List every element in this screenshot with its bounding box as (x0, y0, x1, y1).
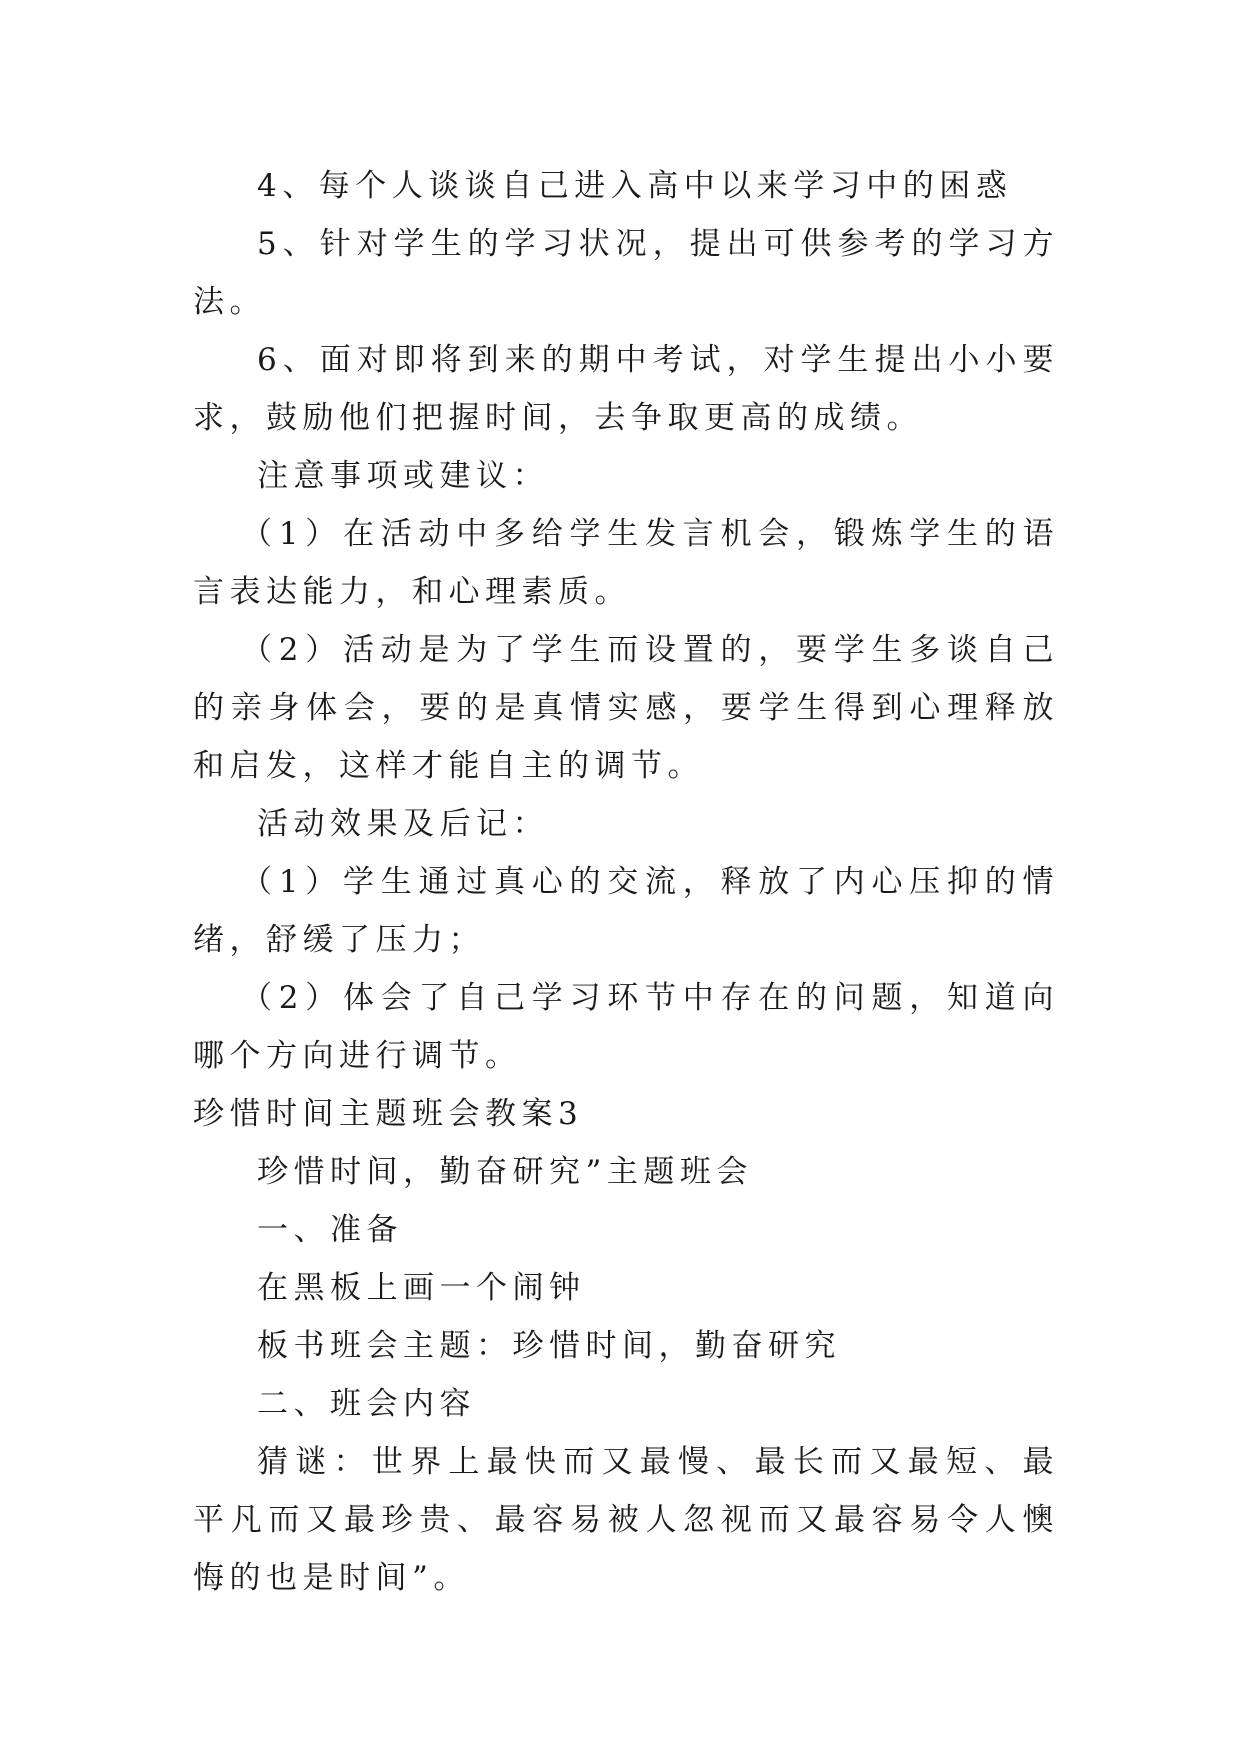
meeting-theme: 珍惜时间，勤奋研究”主题班会 (257, 1154, 753, 1190)
document-body (193, 157, 1059, 1607)
prep-step-1: 在黑板上画一个闹钟 (257, 1270, 586, 1306)
note-1-paragraph: （1）在活动中多给学生发言机会，锻炼学生的语言表达能力，和心理素质。 (193, 516, 1059, 610)
riddle-paragraph: 猜谜：世界上最快而又最慢、最长而又最短、最平凡而又最珍贵、最容易被人忽视而又最容易令人懊悔的也是时间”。 (193, 1444, 1059, 1596)
item-5-paragraph: 5、针对学生的学习状况，提出可供参考的学习方法。 (193, 226, 1059, 320)
note-2-paragraph: （2）活动是为了学生而设置的，要学生多谈自己的亲身体会，要的是真情实感，要学生得到心理释放和启发，这样才能自主的调节。 (193, 632, 1059, 784)
effects-heading: 活动效果及后记： (257, 806, 549, 842)
prep-step-2: 板书班会主题：珍惜时间，勤奋研究 (257, 1328, 841, 1364)
item-4-paragraph: 4、每个人谈谈自己进入高中以来学习中的困惑 (257, 168, 1013, 204)
notes-heading: 注意事项或建议： (257, 458, 549, 494)
part-1-heading: 一、准备 (257, 1212, 403, 1248)
part-2-heading: 二、班会内容 (257, 1386, 476, 1422)
item-6-paragraph: 6、面对即将到来的期中考试，对学生提出小小要求，鼓励他们把握时间，去争取更高的成绩。 (193, 342, 1059, 436)
effect-1-paragraph: （1）学生通过真心的交流，释放了内心压抑的情绪，舒缓了压力； (193, 864, 1059, 958)
effect-2-paragraph: （2）体会了自己学习环节中存在的问题，知道向哪个方向进行调节。 (193, 980, 1059, 1074)
section-title: 珍惜时间主题班会教案3 (193, 1096, 584, 1132)
